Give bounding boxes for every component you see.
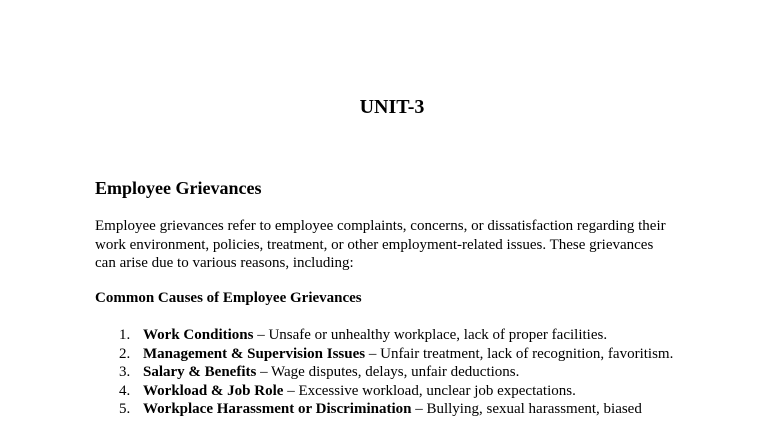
cause-item-workload: [95, 382, 685, 401]
cause-item-harassment: [95, 400, 685, 419]
cause-description: – Wage disputes, delays, unfair deductions.: [256, 364, 520, 380]
cause-description: – Unfair treatment, lack of recognition, favoritism.: [365, 345, 674, 362]
cause-description: – Excessive workload, unclear job expectations.: [283, 382, 576, 399]
cause-item-salary: [95, 363, 685, 382]
cause-number: 5.: [119, 401, 131, 417]
cause-item-management: [95, 345, 685, 364]
cause-number: 3.: [119, 364, 131, 380]
cause-name: Workplace Harassment or Discrimination: [143, 401, 412, 417]
cause-number: 2.: [119, 345, 131, 362]
cause-number: 1.: [119, 327, 131, 343]
section-heading: Employee Grievances: [95, 178, 262, 198]
intro-paragraph: Employee grievances refer to employee complaints, concerns, or dissatisfaction regarding their work environment, policies, treatment, or other employment-related issues. These grievances can arise due to various reasons, including:: [95, 218, 666, 271]
cause-description: – Bullying, sexual harassment, biased: [411, 401, 642, 417]
causes-list: [95, 326, 685, 419]
cause-name: Work Conditions: [143, 327, 254, 343]
causes-heading: Common Causes of Employee Grievances: [95, 290, 362, 306]
cause-number: 4.: [119, 382, 131, 399]
cause-name: Management & Supervision Issues: [143, 345, 366, 362]
cause-name: Salary & Benefits: [143, 364, 257, 380]
cause-description: – Unsafe or unhealthy workplace, lack of proper facilities.: [253, 327, 608, 343]
cause-item-work-conditions: [95, 326, 685, 345]
cause-name: Workload & Job Role: [143, 382, 284, 399]
unit-title: UNIT-3: [359, 96, 425, 118]
